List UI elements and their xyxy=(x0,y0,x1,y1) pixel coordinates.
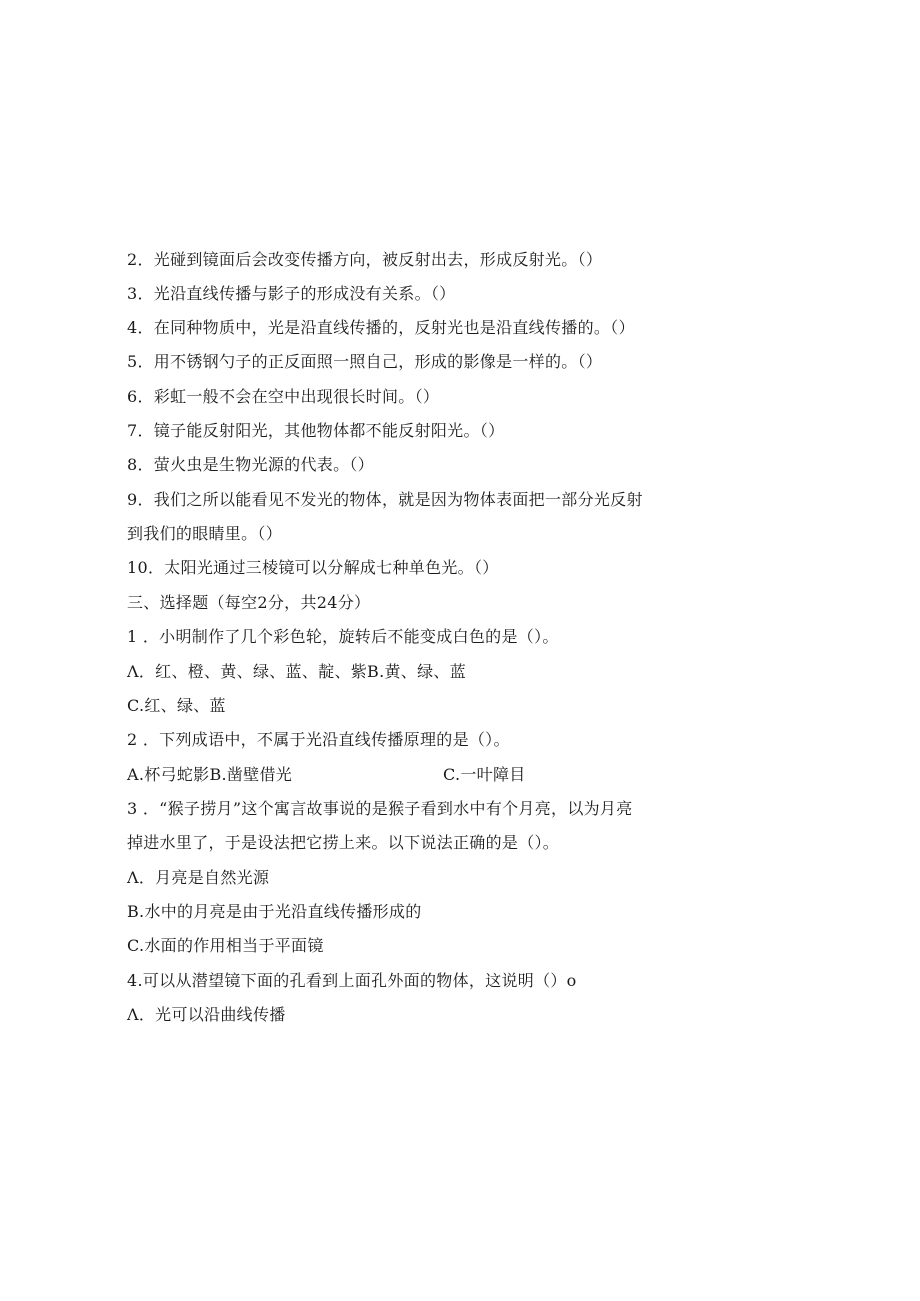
item-number: 6 xyxy=(127,387,138,406)
item-text: 到我们的眼睛里。（） xyxy=(127,524,283,543)
tf-item-9 xyxy=(127,483,687,517)
q1-options-ab: Λ．红、橙、黄、绿、蓝、靛、紫B.黄、绿、蓝 xyxy=(127,662,466,681)
item-number: 7 xyxy=(127,421,138,440)
tf-item-4 xyxy=(127,311,687,345)
tf-item-10 xyxy=(127,551,687,585)
tf-item-5 xyxy=(127,345,687,379)
tf-item-3 xyxy=(127,277,687,311)
tf-item-2 xyxy=(127,243,687,277)
q3-stem-line1: 3 ．“猴子捞月”这个寓言故事说的是猴子看到水中有个月亮，以为月亮 xyxy=(127,799,633,818)
item-text: ．用不锈钢勺子的正反面照一照自己，形成的影像是一样的。（） xyxy=(137,352,603,371)
item-number: 2 xyxy=(127,250,138,269)
tf-item-9-cont xyxy=(127,517,687,551)
item-text: ．萤火虫是生物光源的代表。（） xyxy=(137,455,374,474)
item-number: 8 xyxy=(127,455,138,474)
q4-stem: 4.可以从潜望镜下面的孔看到上面孔外面的物体，这说明（）o xyxy=(127,971,577,990)
item-text: ．太阳光通过三棱镜可以分解成七种单色光。（） xyxy=(147,558,499,577)
item-text: ．镜子能反射阳光，其他物体都不能反射阳光。（） xyxy=(137,421,505,440)
item-text: ．光沿直线传播与影子的形成没有关系。（） xyxy=(137,284,456,303)
section-heading: 三、选择题（每空2分，共24分） xyxy=(127,593,371,612)
item-text: ．光碰到镜面后会改变传播方向，被反射出去，形成反射光。（） xyxy=(137,250,603,269)
q2-stem: 2 ．下列成语中，不属于光沿直线传播原理的是（）。 xyxy=(127,730,510,749)
item-text: ．彩虹一般不会在空中出现很长时间。（） xyxy=(137,387,440,406)
item-number: 10 xyxy=(127,558,148,577)
tf-item-8 xyxy=(127,448,687,482)
q3-option-b: B.水中的月亮是由于光沿直线传播形成的 xyxy=(127,902,422,921)
item-number: 5 xyxy=(127,352,138,371)
item-number: 9 xyxy=(127,490,138,509)
q1-option-c: C.红、绿、蓝 xyxy=(127,696,226,715)
tf-item-7 xyxy=(127,414,687,448)
tf-item-6 xyxy=(127,380,687,414)
q2-options xyxy=(127,758,687,792)
q4-option-a: Λ．光可以沿曲线传播 xyxy=(127,1005,286,1024)
item-number: 3 xyxy=(127,284,138,303)
item-text: ．在同种物质中，光是沿直线传播的，反射光也是沿直线传播的。（） xyxy=(137,318,635,337)
item-text: ．我们之所以能看见不发光的物体，就是因为物体表面把一部分光反射 xyxy=(137,490,643,509)
q3-stem-line2: 掉进水里了，于是设法把它捞上来。以下说法正确的是（）。 xyxy=(127,833,560,852)
q2-option-c: C.一叶障目 xyxy=(443,765,526,784)
q2-options-ab: A.杯弓蛇影B.凿壁借光 xyxy=(127,765,293,784)
q3-option-c: C.水面的作用相当于平面镜 xyxy=(127,936,324,955)
q1-stem: 1 ．小明制作了几个彩色轮，旋转后不能变成白色的是（）。 xyxy=(127,627,559,646)
item-number: 4 xyxy=(127,318,138,337)
q3-option-a: Λ．月亮是自然光源 xyxy=(127,868,270,887)
